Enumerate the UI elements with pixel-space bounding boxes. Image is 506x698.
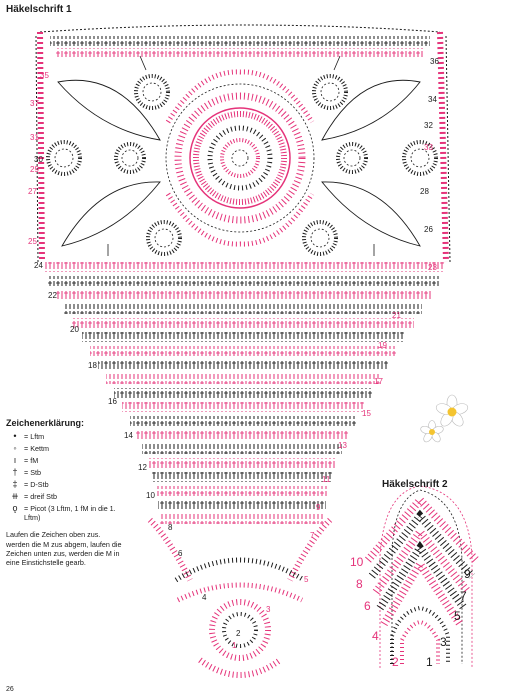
row-number: 31 (30, 133, 39, 142)
crochet-chart-2 (368, 486, 476, 668)
row-number: 1 (426, 655, 433, 669)
dreifstb-symbol-icon: ⧺ (11, 491, 19, 502)
legend-row (6, 492, 124, 501)
legend-row (6, 468, 124, 477)
row-number: 16 (108, 397, 117, 406)
row-number: 5 (454, 609, 461, 623)
row-number: 27 (28, 187, 37, 196)
leaf-shapes (58, 80, 420, 246)
dstb-symbol-icon: ‡ (12, 479, 18, 490)
row-number: 2 (236, 629, 241, 638)
row-number: 6 (364, 599, 371, 613)
legend-title: Zeichenerklärung: (6, 418, 85, 428)
center-motif (166, 72, 314, 244)
legend-row (6, 504, 124, 522)
row-number: 17 (374, 377, 383, 386)
legend-label: = dreif Stb (24, 492, 57, 502)
row-number: 3 (266, 605, 271, 614)
row-number: 7 (460, 589, 467, 603)
row-number: 32 (424, 121, 433, 130)
fm-symbol-icon: ı (13, 455, 17, 466)
row-number: 28 (420, 187, 429, 196)
row-number: 34 (428, 95, 437, 104)
row-number: 10 (350, 555, 364, 569)
row-number: 9 (464, 567, 471, 581)
legend-label: = D-Stb (24, 480, 49, 490)
dot-symbol-icon: • (13, 431, 17, 442)
row-number: 9 (316, 503, 321, 512)
legend-note: Laufen die Zeichen oben zus. werden die M zus abgem, laufen die Zeichen unten zus, werden die M in eine Einstichstelle gearb. (6, 530, 122, 568)
row-number: 26 (424, 225, 433, 234)
row-number: 15 (362, 409, 371, 418)
row-number: 2 (392, 655, 399, 669)
stb-symbol-icon: † (12, 467, 18, 478)
row-number: 29 (30, 165, 39, 174)
row-number: 24 (34, 261, 43, 270)
row-number: 25 (28, 237, 37, 246)
direction-arrows (108, 56, 374, 256)
row-number: 36 (430, 57, 439, 66)
row-number: 4 (202, 593, 207, 602)
row-number: 18 (88, 361, 97, 370)
row-number: 7 (310, 531, 315, 540)
row-number: 14 (124, 431, 133, 440)
row-number: 8 (168, 523, 173, 532)
row-number: 5 (304, 575, 309, 584)
row-number: 19 (378, 341, 387, 350)
legend-label: = fM (24, 456, 39, 466)
legend-row (6, 444, 124, 453)
row-number: 21 (392, 311, 401, 320)
legend-label: = Stb (24, 468, 41, 478)
legend (6, 418, 124, 568)
picot-symbol-icon: ǫ (12, 503, 18, 514)
chain-symbol-icon: ◦ (13, 443, 17, 454)
legend-label: = Lftm (24, 432, 45, 442)
row-number: 11 (322, 475, 331, 484)
row-number: 1 (232, 641, 237, 650)
row-number: 4 (372, 629, 379, 643)
row-number: 35 (40, 71, 49, 80)
row-number: 6 (178, 549, 183, 558)
row-number: 37 (30, 99, 39, 108)
row-number: 13 (338, 441, 347, 450)
row-number: 33 (424, 143, 433, 152)
row-number: 3 (440, 635, 447, 649)
bottom-fans (150, 520, 330, 675)
row-number: 12 (138, 463, 147, 472)
row-number: 22 (48, 291, 57, 300)
row-number: 20 (70, 325, 79, 334)
legend-label: = Kettm (24, 444, 49, 454)
legend-row (6, 432, 124, 441)
row-number: 23 (428, 263, 437, 272)
legend-label: = Picot (3 Lftm, 1 fM in die 1. Lftm) (24, 504, 116, 523)
row-number: 8 (356, 577, 363, 591)
legend-row (6, 456, 124, 465)
legend-row (6, 480, 124, 489)
row-number: 10 (146, 491, 155, 500)
row-number: 30 (34, 155, 43, 164)
chart2-title: Häkelschrift 2 (382, 479, 448, 490)
page-number: 26 (6, 686, 14, 693)
chart1-title: Häkelschrift 1 (6, 4, 72, 15)
daisy-illustration (420, 395, 469, 444)
